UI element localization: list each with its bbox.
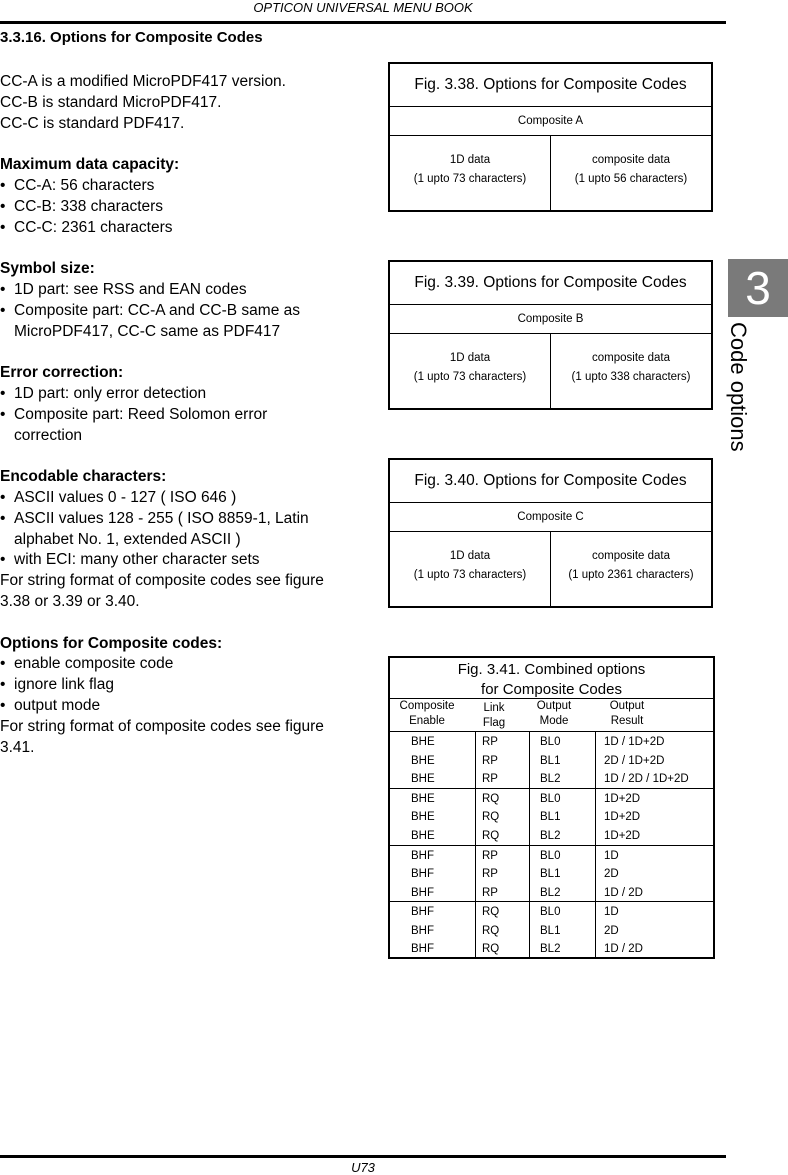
list-item: • ASCII values 0 - 127 ( ISO 646 ) [0, 488, 360, 509]
bullet: • [0, 301, 6, 319]
bullet: • [0, 197, 6, 215]
cell-result: 1D+2D 1D+2D 1D+2D [604, 792, 641, 842]
figure-subtitle: Composite B [390, 305, 711, 334]
cell-link: RP RP RP [482, 849, 498, 899]
data-cell-1d: 1D data (1 upto 73 characters) [413, 550, 527, 581]
header-link-flag: Link Flag [482, 702, 506, 729]
figure-caption: Fig. 3.41. Combined options for Composite Codes [390, 658, 713, 699]
table-row-group [390, 902, 713, 958]
cell-enable: BHE BHE BHE [411, 736, 435, 785]
cell-mode: BL0 BL1 BL2 [540, 849, 561, 899]
bullet: • [0, 176, 6, 194]
bullet: • [0, 655, 6, 673]
cell-result: 1D 2D 1D / 2D [604, 906, 643, 956]
running-header: OPTICON UNIVERSAL MENU BOOK [253, 0, 473, 15]
bullet: • [0, 488, 6, 506]
cell-mode: BL0 BL1 BL2 [540, 906, 561, 956]
cell-result: 1D 2D 1D / 2D [604, 849, 643, 899]
figure-composite-c [388, 458, 713, 608]
figure-subtitle: Composite A [390, 107, 711, 136]
list-item: • CC-C: 2361 characters [0, 218, 360, 239]
intro-line: CC-A is a modified MicroPDF417 version. [0, 73, 286, 90]
list-item: • 1D part: only error detection [0, 384, 360, 405]
bullet: • [0, 551, 6, 569]
cell-result: 1D / 1D+2D 2D / 1D+2D 1D / 2D / 1D+2D [604, 736, 689, 785]
table-row-group [390, 732, 713, 789]
footer-rule [0, 1155, 726, 1158]
cell-link: RP RP RP [482, 736, 498, 785]
header-output-mode: Output Mode [536, 700, 572, 727]
data-cell-composite: composite data (1 upto 56 characters) [550, 136, 711, 210]
body-text-column [0, 72, 360, 758]
table-row-group [390, 846, 713, 903]
header-rule [0, 21, 726, 24]
chapter-number-tab: 3 [728, 259, 788, 317]
cell-enable: BHF BHF BHF [411, 906, 434, 956]
list-item: • enable composite code [0, 654, 360, 675]
bullet: • [0, 509, 6, 527]
cell-link: RQ RQ RQ [482, 792, 500, 842]
page-number: U73 [351, 1160, 375, 1175]
data-cell-1d: 1D data (1 upto 73 characters) [413, 154, 527, 185]
list-item: • Composite part: Reed Solomon error correction [0, 405, 268, 444]
figure-caption: Fig. 3.40. Options for Composite Codes [390, 460, 711, 503]
bullet: • [0, 676, 6, 694]
options-heading: Options for Composite codes: [0, 634, 223, 652]
table-header [390, 699, 713, 732]
intro-line: CC-B is standard MicroPDF417. [0, 93, 222, 111]
cell-mode: BL0 BL1 BL2 [540, 736, 561, 785]
chapter-label: Code options [726, 322, 751, 452]
options-note: For string format of composite codes see figure 3.41. [0, 717, 324, 756]
table-row-group [390, 789, 713, 846]
list-item: • ASCII values 128 - 255 ( ISO 8859-1, Latin alphabet No. 1, extended ASCII ) [0, 509, 309, 548]
list-item: • with ECI: many other character sets [0, 550, 360, 571]
data-cell-composite: composite data (1 upto 338 characters) [550, 334, 711, 408]
list-item: • 1D part: see RSS and EAN codes [0, 280, 360, 301]
data-cell-1d: 1D data (1 upto 73 characters) [413, 352, 527, 383]
encodable-note: For string format of composite codes see figure 3.38 or 3.39 or 3.40. [0, 572, 324, 610]
bullet: • [0, 280, 6, 298]
header-output-result: Output Result [609, 700, 645, 727]
header-composite-enable: Composite Enable [399, 700, 455, 727]
symbol-size-heading: Symbol size: [0, 260, 95, 278]
bullet: • [0, 218, 6, 236]
list-item: • CC-A: 56 characters [0, 176, 360, 197]
bullet: • [0, 384, 6, 402]
cell-enable: BHE BHE BHE [411, 792, 435, 842]
list-item: • CC-B: 338 characters [0, 197, 360, 218]
figure-caption: Fig. 3.38. Options for Composite Codes [390, 64, 711, 107]
cell-enable: BHF BHF BHF [411, 849, 434, 899]
figure-caption: Fig. 3.39. Options for Composite Codes [390, 262, 711, 305]
bullet: • [0, 405, 6, 423]
list-item: • Composite part: CC-A and CC-B same as MicroPDF417, CC-C same as PDF417 [0, 301, 300, 340]
intro-line: CC-C is standard PDF417. [0, 114, 185, 132]
section-title: 3.3.16. Options for Composite Codes [0, 29, 263, 46]
figure-composite-a [388, 62, 713, 212]
list-item: • output mode [0, 696, 360, 717]
list-item: • ignore link flag [0, 675, 360, 696]
figure-composite-b [388, 260, 713, 410]
figure-combined-options [388, 656, 715, 959]
capacity-heading: Maximum data capacity: [0, 156, 180, 174]
cell-mode: BL0 BL1 BL2 [540, 792, 561, 842]
figure-subtitle: Composite C [390, 503, 711, 532]
cell-link: RQ RQ RQ [482, 906, 500, 956]
data-cell-composite: composite data (1 upto 2361 characters) [550, 532, 711, 606]
bullet: • [0, 696, 6, 714]
encodable-heading: Encodable characters: [0, 468, 167, 486]
error-correction-heading: Error correction: [0, 364, 124, 382]
